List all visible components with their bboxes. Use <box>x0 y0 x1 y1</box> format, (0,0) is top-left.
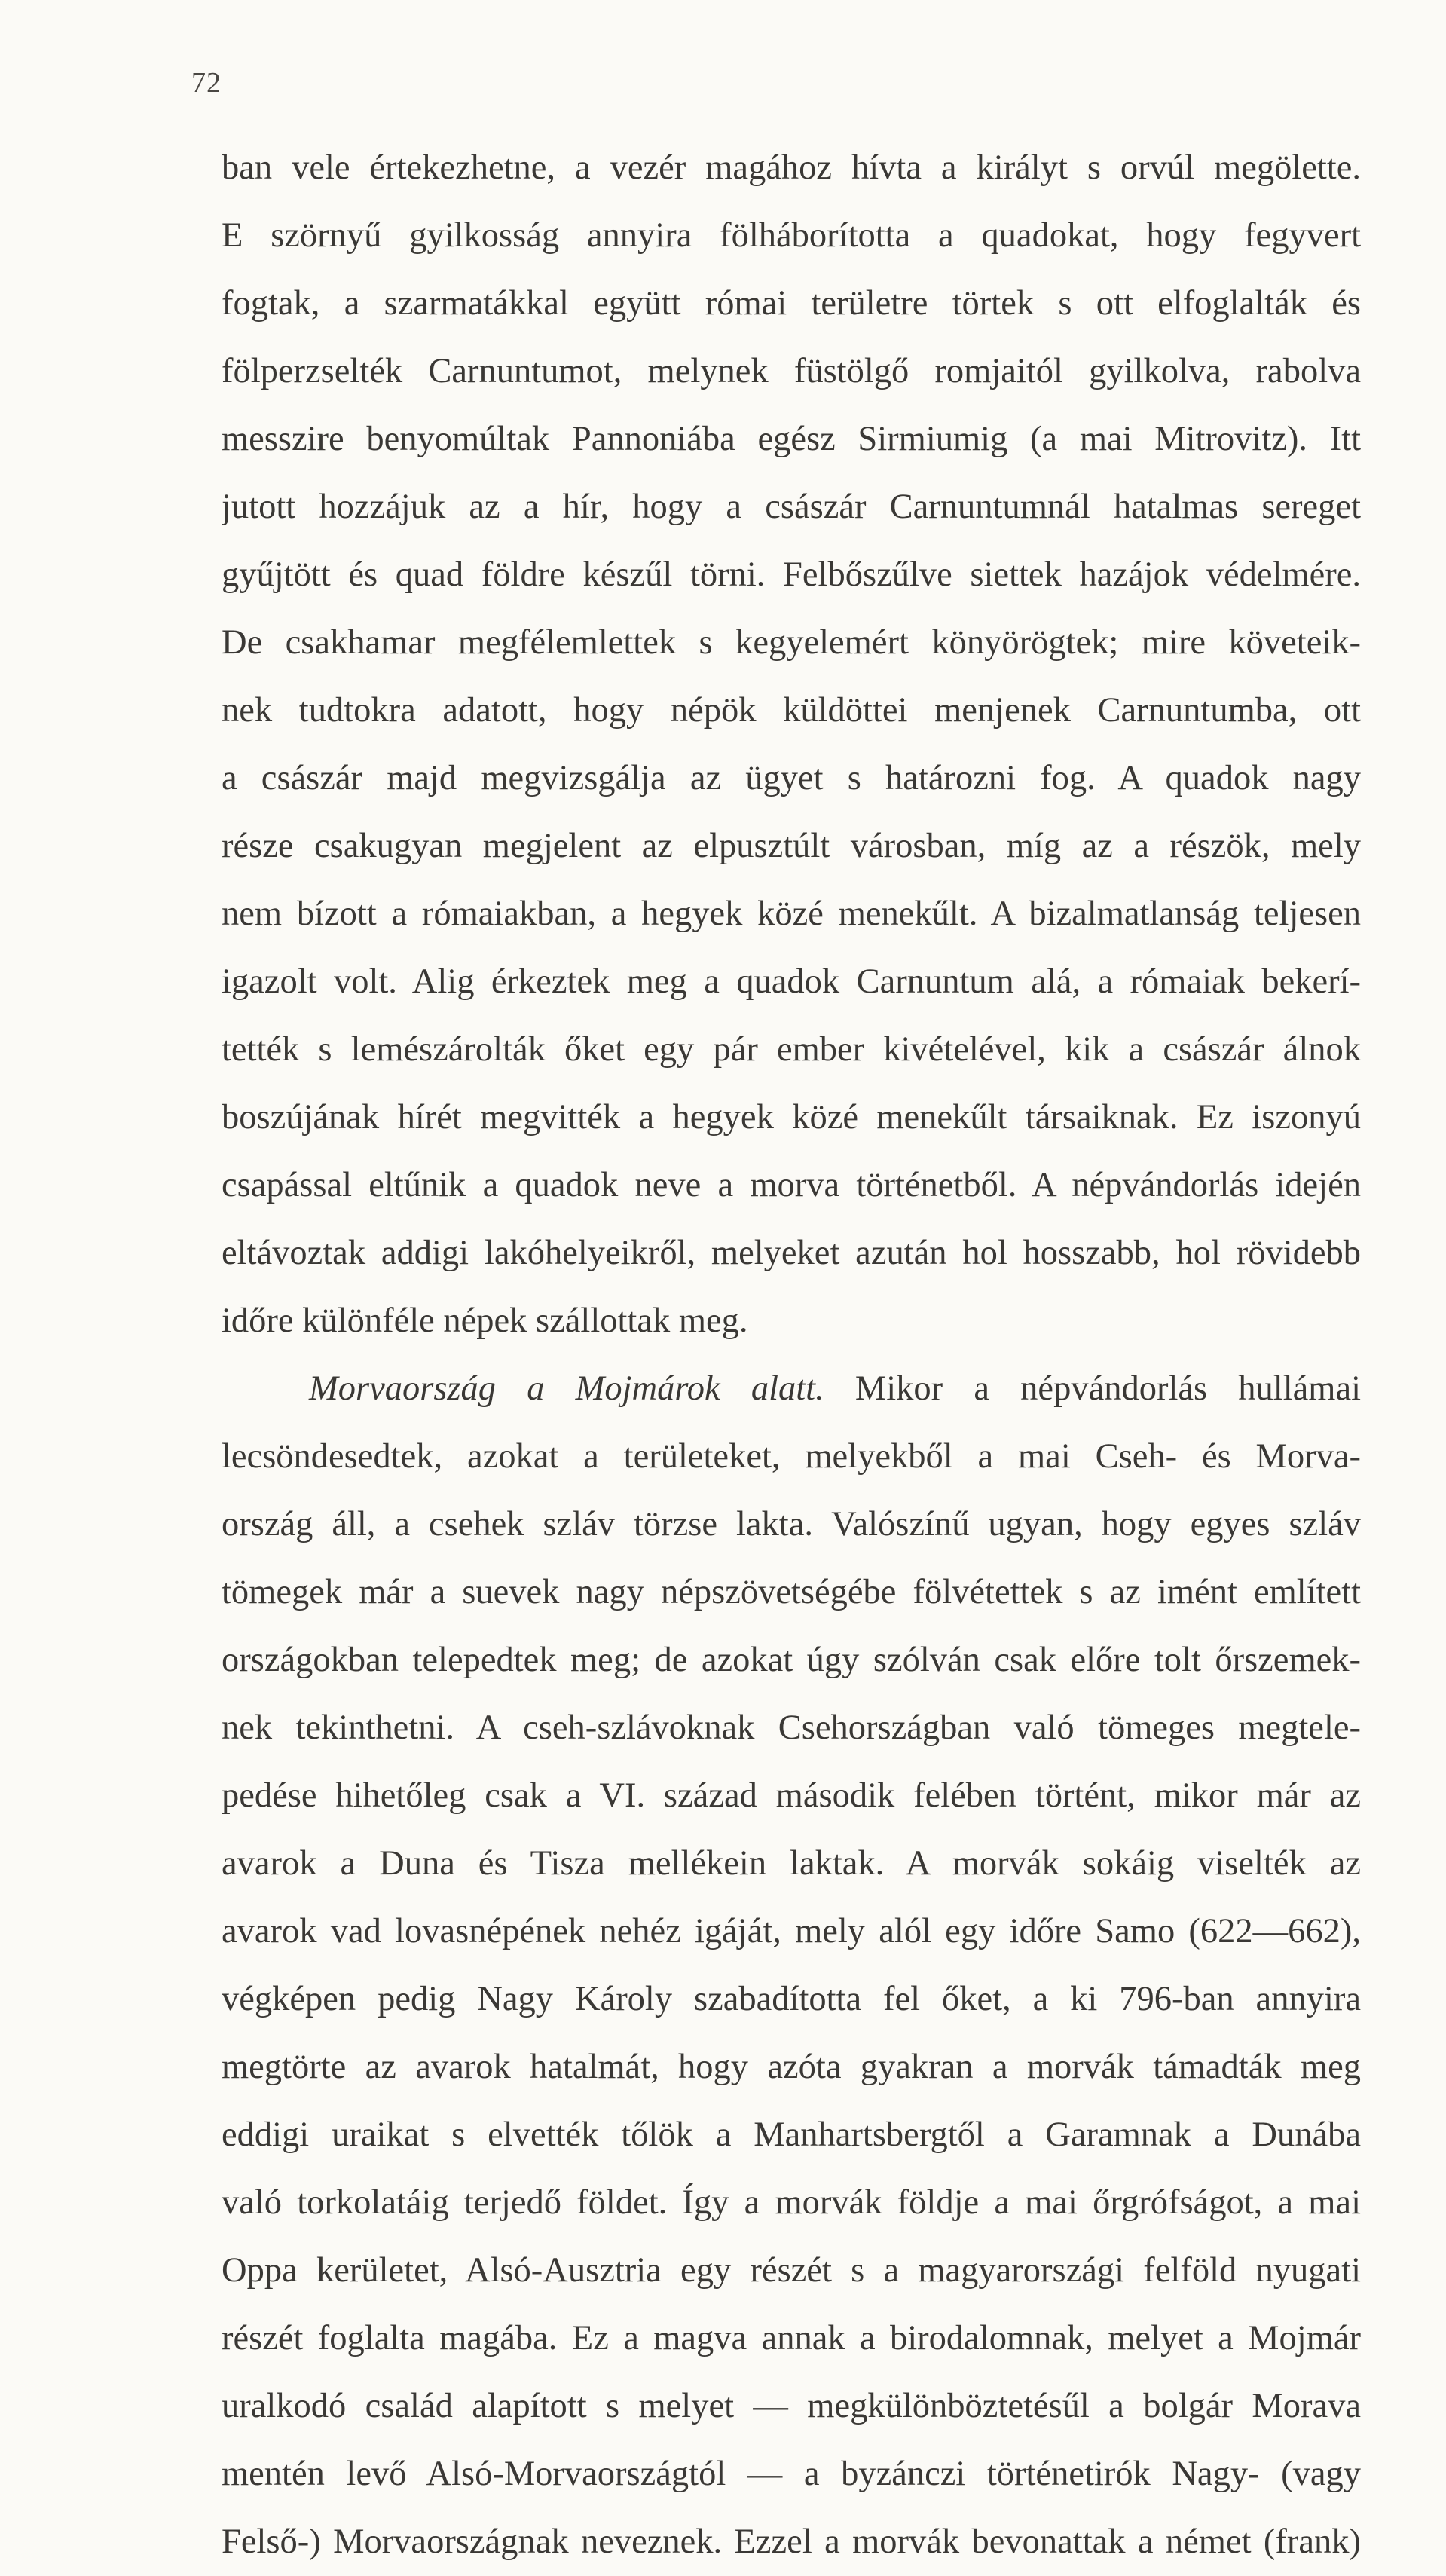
text-line: fölperzselték Carnuntumot, melynek füstölgő romjaitól gyilkolva, rabolva <box>222 352 1361 390</box>
text-line: ország áll, a csehek szláv törzse lakta. Valószínű ugyan, hogy egyes szláv <box>222 1505 1361 1543</box>
paragraph-morvaorszag <box>222 1423 1361 2576</box>
text-line: boszújának hírét megvitték a hegyek közé menekűlt társaiknak. Ez iszonyú <box>222 1098 1361 1137</box>
text-line: a császár majd megvizsgálja az ügyet s határozni fog. A quadok nagy <box>222 759 1361 797</box>
text-line: tömegek már a suevek nagy népszövetségébe fölvétettek s az imént említett <box>222 1573 1361 1611</box>
text-line: végképen pedig Nagy Károly szabadította fel őket, a ki 796-ban annyira <box>222 1980 1361 2018</box>
text-line: mentén levő Alsó-Morvaországtól — a byzánczi történetirók Nagy- (vagy <box>222 2455 1361 2493</box>
text-line: gyűjtött és quad földre készűl törni. Felbőszűlve siettek hazájok védelmére. <box>222 555 1361 594</box>
text-line: országokban telepedtek meg; de azokat úgy szólván csak előre tolt őrszemek- <box>222 1641 1361 1679</box>
text-line: messzire benyomúltak Pannoniába egész Sirmiumig (a mai Mitrovitz). Itt <box>222 420 1361 458</box>
text-line: megtörte az avarok hatalmát, hogy azóta gyakran a morvák támadták meg <box>222 2048 1361 2086</box>
text-line: E szörnyű gyilkosság annyira fölháborította a quadokat, hogy fegyvert <box>222 216 1361 255</box>
text-line: eddigi uraikat s elvették tőlök a Manhartsbergtől a Garamnak a Dunába <box>222 2116 1361 2154</box>
text-line: avarok a Duna és Tisza mellékein laktak. A morvák sokáig viselték az <box>222 1844 1361 1883</box>
heading-line-rest: Mikor a népvándorlás hullámai <box>824 1369 1361 1408</box>
text-line: nek tudtokra adatott, hogy népök küldöttei menjenek Carnuntumba, ott <box>222 691 1361 730</box>
text-line: pedése hihetőleg csak a VI. század második felében történt, mikor már az <box>222 1776 1361 1815</box>
text-line: nek tekinthetni. A cseh-szlávoknak Csehországban való tömeges megtele- <box>222 1709 1361 1747</box>
text-line: időre különféle népek szállottak meg. <box>222 1302 748 1340</box>
text-line: Oppa kerületet, Alsó-Ausztria egy részét s a magyarországi felföld nyugati <box>222 2251 1361 2290</box>
text-line: nem bízott a rómaiakban, a hegyek közé menekűlt. A bizalmatlanság teljesen <box>222 895 1361 933</box>
text-line: tették s lemészárolták őket egy pár ember kivételével, kik a császár álnok <box>222 1030 1361 1069</box>
text-line: részét foglalta magába. Ez a magva annak a birodalomnak, melyet a Mojmár <box>222 2319 1361 2357</box>
paragraph-quadok <box>222 134 1361 1355</box>
text-line: uralkodó család alapított s melyet — megkülönböztetésűl a bolgár Morava <box>222 2387 1361 2425</box>
text-line: Felső-) Morvaországnak neveznek. Ezzel a morvák bevonattak a német (frank) <box>222 2522 1361 2561</box>
text-line: jutott hozzájuk az a hír, hogy a császár Carnuntumnál hatalmas sereget <box>222 488 1361 526</box>
text-line: De csakhamar megfélemlettek s kegyelemért könyörögtek; mire követeik- <box>222 623 1361 662</box>
paragraph-heading-line <box>222 1355 1361 1423</box>
text-line: eltávoztak addigi lakóhelyeikről, melyeket azután hol hosszabb, hol rövidebb <box>222 1234 1361 1272</box>
text-line: igazolt volt. Alig érkeztek meg a quadok Carnuntum alá, a rómaiak bekerí- <box>222 962 1361 1001</box>
section-lead-morvaorszag: Morvaország a Mojmárok alatt. <box>309 1369 824 1408</box>
text-line: lecsöndesedtek, azokat a területeket, melyekből a mai Cseh- és Morva- <box>222 1437 1361 1476</box>
page-number: 72 <box>191 67 222 99</box>
body-text <box>222 134 1361 2576</box>
text-line: része csakugyan megjelent az elpusztúlt városban, míg az a részök, mely <box>222 827 1361 865</box>
text-line: fogtak, a szarmatákkal együtt római területre törtek s ott elfoglalták és <box>222 284 1361 323</box>
text-line: avarok vad lovasnépének nehéz igáját, mely alól egy időre Samo (622—662), <box>222 1912 1361 1950</box>
text-line: csapással eltűnik a quadok neve a morva történetből. A népvándorlás idején <box>222 1166 1361 1204</box>
text-line: való torkolatáig terjedő földet. Így a morvák földje a mai őrgrófságot, a mai <box>222 2183 1361 2222</box>
text-line: ban vele értekezhetne, a vezér magához hívta a királyt s orvúl megölette. <box>222 148 1361 187</box>
